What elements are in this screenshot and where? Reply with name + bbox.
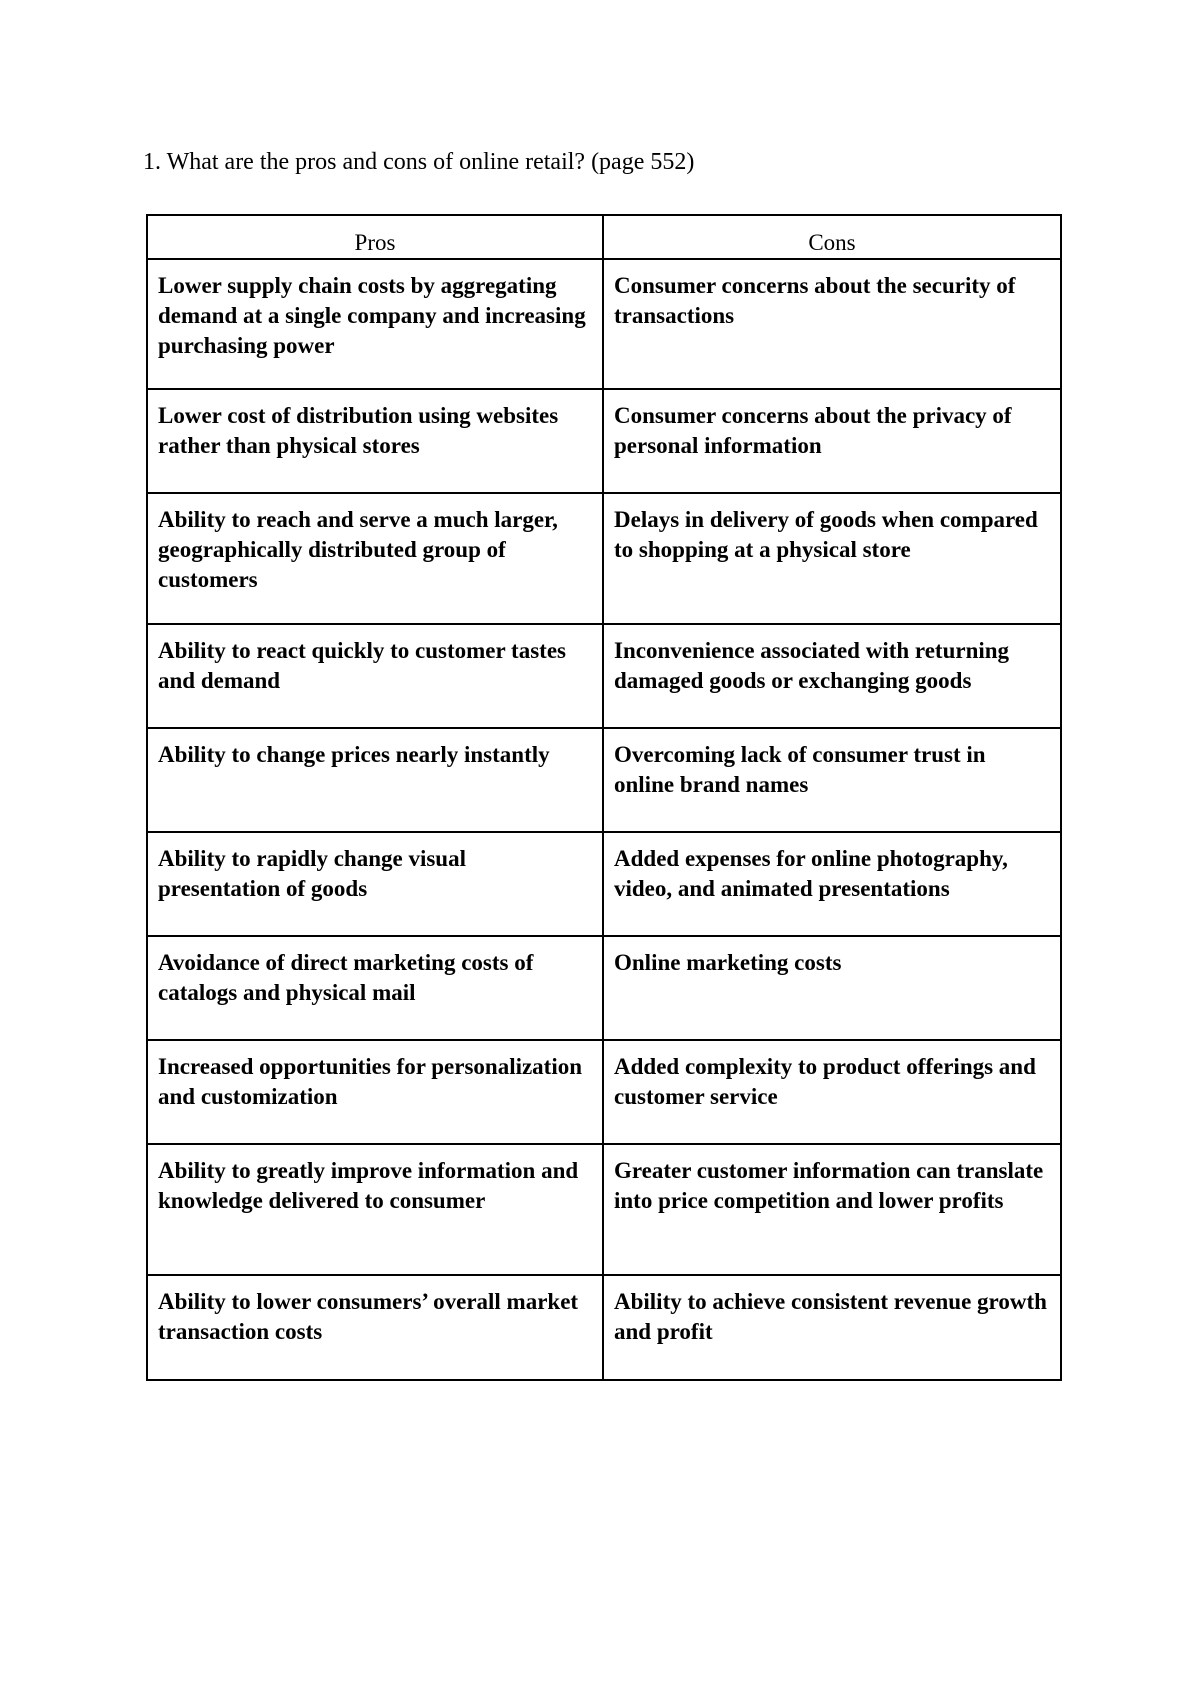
table-row	[147, 1275, 1061, 1380]
pro-cell: Lower cost of distribution using websites rather than physical stores	[147, 389, 603, 493]
pro-cell: Increased opportunities for personalization and customization	[147, 1040, 603, 1144]
pro-cell: Ability to react quickly to customer tastes and demand	[147, 624, 603, 728]
table-row	[147, 1144, 1061, 1275]
table-row	[147, 259, 1061, 389]
question-heading: 1. What are the pros and cons of online retail? (page 552)	[143, 149, 695, 175]
pros-cons-table	[146, 214, 1062, 1381]
con-cell: Online marketing costs	[603, 936, 1061, 1040]
table-row	[147, 1040, 1061, 1144]
con-cell: Ability to achieve consistent revenue growth and profit	[603, 1275, 1061, 1380]
table-row	[147, 728, 1061, 832]
pro-cell: Avoidance of direct marketing costs of catalogs and physical mail	[147, 936, 603, 1040]
pro-cell: Ability to lower consumers’ overall market transaction costs	[147, 1275, 603, 1380]
pro-cell: Ability to greatly improve information and knowledge delivered to consumer	[147, 1144, 603, 1275]
pro-cell: Ability to reach and serve a much larger, geographically distributed group of customers	[147, 493, 603, 624]
table-row	[147, 389, 1061, 493]
table-row	[147, 624, 1061, 728]
header-pros: Pros	[147, 215, 603, 259]
con-cell: Overcoming lack of consumer trust in online brand names	[603, 728, 1061, 832]
table-row	[147, 493, 1061, 624]
pro-cell: Ability to change prices nearly instantly	[147, 728, 603, 832]
pro-cell: Ability to rapidly change visual presentation of goods	[147, 832, 603, 936]
table-row	[147, 832, 1061, 936]
table-row	[147, 936, 1061, 1040]
con-cell: Greater customer information can translate into price competition and lower profits	[603, 1144, 1061, 1275]
con-cell: Added expenses for online photography, video, and animated presentations	[603, 832, 1061, 936]
con-cell: Inconvenience associated with returning damaged goods or exchanging goods	[603, 624, 1061, 728]
header-cons: Cons	[603, 215, 1061, 259]
con-cell: Consumer concerns about the security of transactions	[603, 259, 1061, 389]
con-cell: Added complexity to product offerings and customer service	[603, 1040, 1061, 1144]
con-cell: Delays in delivery of goods when compared to shopping at a physical store	[603, 493, 1061, 624]
table-header-row	[147, 215, 1061, 259]
con-cell: Consumer concerns about the privacy of personal information	[603, 389, 1061, 493]
pro-cell: Lower supply chain costs by aggregating demand at a single company and increasing purchasing power	[147, 259, 603, 389]
